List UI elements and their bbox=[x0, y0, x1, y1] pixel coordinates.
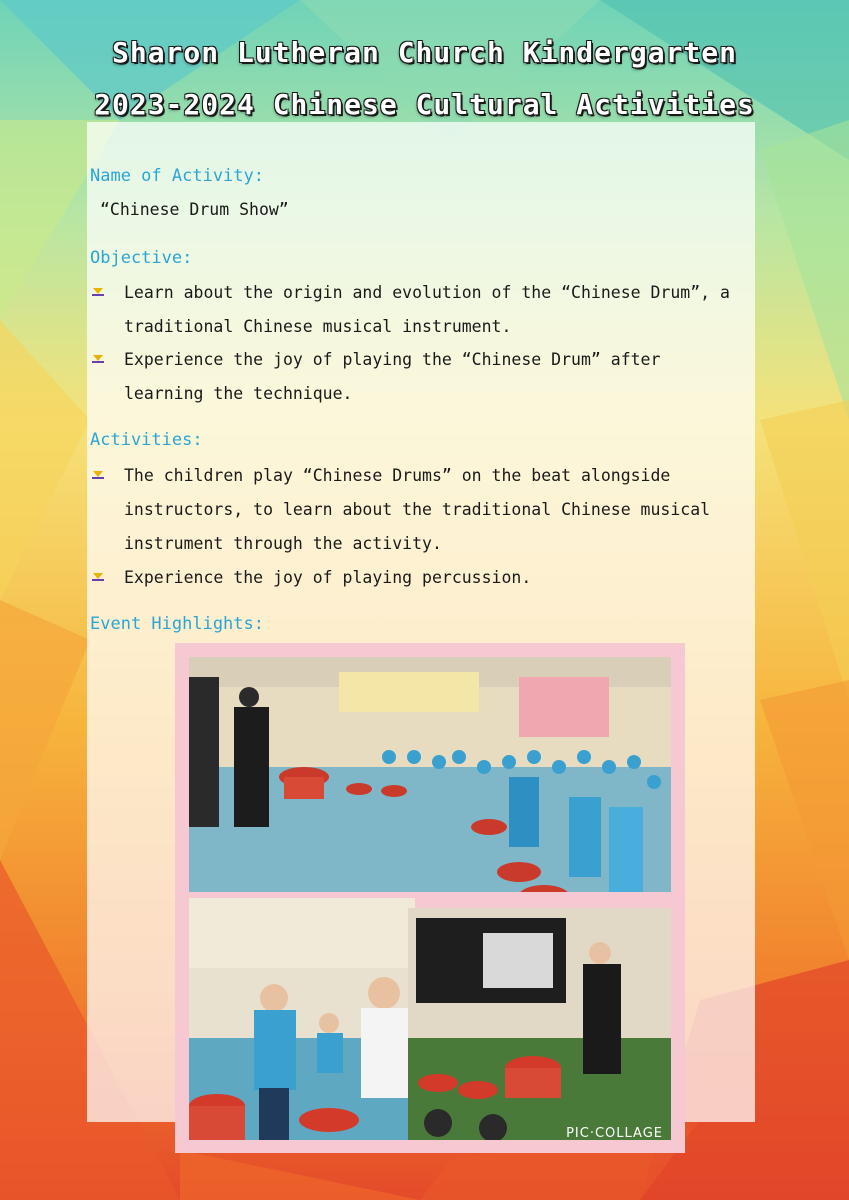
down-arrow-bullet-icon bbox=[90, 459, 106, 493]
page-title-line1: Sharon Lutheran Church Kindergarten bbox=[111, 36, 737, 69]
photo-collage bbox=[175, 643, 685, 1153]
objective-item-line1: Learn about the origin and evolution of the “Chinese Drum”, a bbox=[124, 283, 730, 302]
down-arrow-bullet-icon bbox=[90, 561, 106, 595]
objective-item-line1: Experience the joy of playing the “Chinese Drum” after bbox=[124, 350, 661, 369]
page-title-line2: 2023-2024 Chinese Cultural Activities bbox=[94, 88, 755, 121]
objective-item-line2: traditional Chinese musical instrument. bbox=[124, 317, 512, 336]
activities-item-line1: Experience the joy of playing percussion. bbox=[124, 568, 532, 587]
highlights-heading: Event Highlights: bbox=[90, 614, 264, 634]
photo-children-drumming bbox=[189, 898, 415, 1140]
objective-item bbox=[90, 276, 770, 344]
objective-heading: Objective: bbox=[90, 248, 193, 268]
activities-heading: Activities: bbox=[90, 430, 203, 450]
objective-item bbox=[90, 343, 770, 411]
objective-item-line2: learning the technique. bbox=[124, 384, 353, 403]
activity-name: “Chinese Drum Show” bbox=[100, 200, 289, 219]
down-arrow-bullet-icon bbox=[90, 343, 106, 377]
activities-item bbox=[90, 459, 770, 561]
activities-item-line3: instrument through the activity. bbox=[124, 534, 442, 553]
down-arrow-bullet-icon bbox=[90, 276, 106, 310]
collage-watermark: PIC·COLLAGE bbox=[566, 1126, 663, 1141]
activity-name-heading: Name of Activity: bbox=[90, 166, 264, 186]
activities-item-line2: instructors, to learn about the traditional Chinese musical bbox=[124, 500, 711, 519]
photo-instructor-presentation bbox=[408, 908, 671, 1140]
activities-item-line1: The children play “Chinese Drums” on the beat alongside bbox=[124, 466, 671, 485]
activities-item bbox=[90, 561, 770, 595]
photo-classroom-drums bbox=[189, 657, 671, 892]
